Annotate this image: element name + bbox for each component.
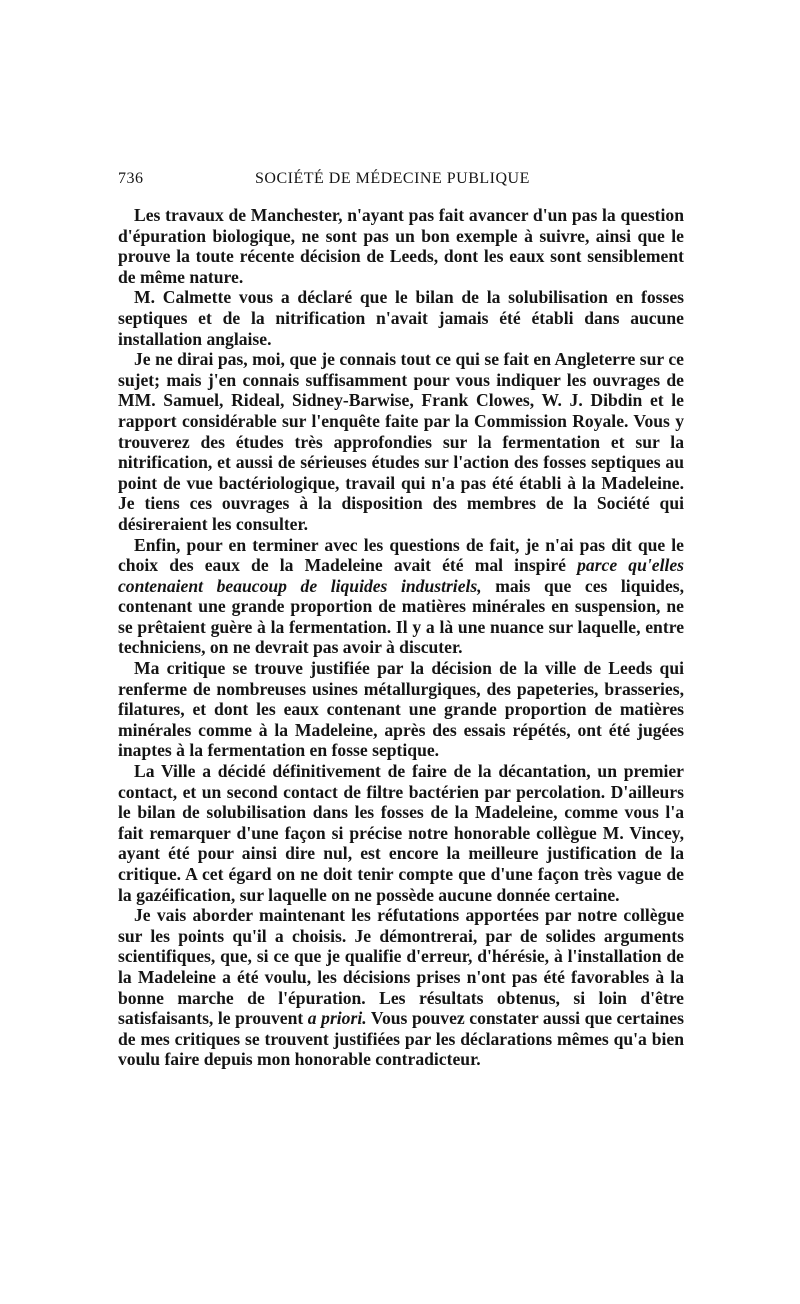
paragraph: Les travaux de Manchester, n'ayant pas fait avancer d'un pas la question d'épuration biologique, ne sont pas un bon exemple à suivre, ainsi que le prouve la toute récente décision de Leeds, dont les eaux sont sensiblement de même nature. — [118, 205, 684, 287]
paragraph: Ma critique se trouve justifiée par la décision de la ville de Leeds qui renferme de nombreuses usines métallurgiques, des papeteries, brasseries, filatures, et dont les eaux contenant une grande proportion de matières minérales comme à la Madeleine, après des essais répétés, ont été jugées inaptes à la fermentation en fosse septique. — [118, 658, 684, 761]
paragraph: Je ne dirai pas, moi, que je connais tout ce qui se fait en Angleterre sur ce sujet; mais j'en connais suffisamment pour vous indiquer les ouvrages de MM. Samuel, Rideal, Sidney-Barwise, Frank Clowes, W. J. Dibdin et le rapport considérable sur l'enquête faite par la Commission Royale. Vous y trouverez des études très approfondies sur la fermentation et sur la nitrification, et aussi de sérieuses études sur l'action des fosses septiques au point de vue bactériologique, travail qui n'a pas été établi à la Madeleine. Je tiens ces ouvrages à la disposition des membres de la Société qui désireraient les consulter. — [118, 349, 684, 534]
page-number: 736 — [118, 170, 144, 187]
paragraph — [118, 535, 684, 659]
page-header — [118, 170, 684, 194]
paragraph: M. Calmette vous a déclaré que le bilan de la solubilisation en fosses septiques et de la nitrification n'avait jamais été établi dans aucune installation anglaise. — [118, 287, 684, 349]
paragraph: La Ville a décidé définitivement de faire de la décantation, un premier contact, et un second contact de filtre bactérien par percolation. D'ailleurs le bilan de solubilisation dans les fosses de la Madeleine, comme vous l'a fait remarquer d'une façon si précise notre honorable collègue M. Vincey, ayant été pour ainsi dire nul, est encore la meilleure justification de la critique. A cet égard on ne doit tenir compte que d'une façon très vague de la gazéification, sur laquelle on ne possède aucune donnée certaine. — [118, 761, 684, 905]
paragraph-text: Je vais aborder maintenant les réfutations apportées par notre collègue sur les points qu'il a choisis. Je démontrerai, par de solides arguments scientifiques, que, si ce que je qualifie d'erreur, d'hérésie, à l'installation de la Madeleine a été voulu, les décisions prises n'ont pas été favorables à la bonne marche de l'épuration. Les résultats obtenus, si loin d'être satisfaisants, le prouvent — [118, 905, 684, 1029]
italic-phrase: parce qu'elles contenaient beaucoup de liquides industriels, — [118, 555, 684, 596]
paragraph — [118, 905, 684, 1070]
paragraph-text: Enfin, pour en terminer avec les questions de fait, je n'ai pas dit que le choix des eaux de la Madeleine avait été mal inspiré — [118, 534, 684, 576]
running-title: SOCIÉTÉ DE MÉDECINE PUBLIQUE — [255, 170, 530, 187]
paragraph-text: Vous pouvez constater aussi que certaines de mes critiques se trouvent justifiées par les déclarations mêmes qu'a bien voulu faire depuis mon honorable contradicteur. — [118, 1008, 684, 1070]
body-text — [118, 205, 684, 1070]
italic-phrase: a priori. — [307, 1008, 367, 1029]
paragraph-text: mais que ces liquides, contenant une grande proportion de matières minérales en suspension, ne se prêtaient guère à la fermentation. Il y a là une nuance sur laquelle, entre techniciens, on ne devrait pas avoir à discuter. — [118, 575, 684, 658]
